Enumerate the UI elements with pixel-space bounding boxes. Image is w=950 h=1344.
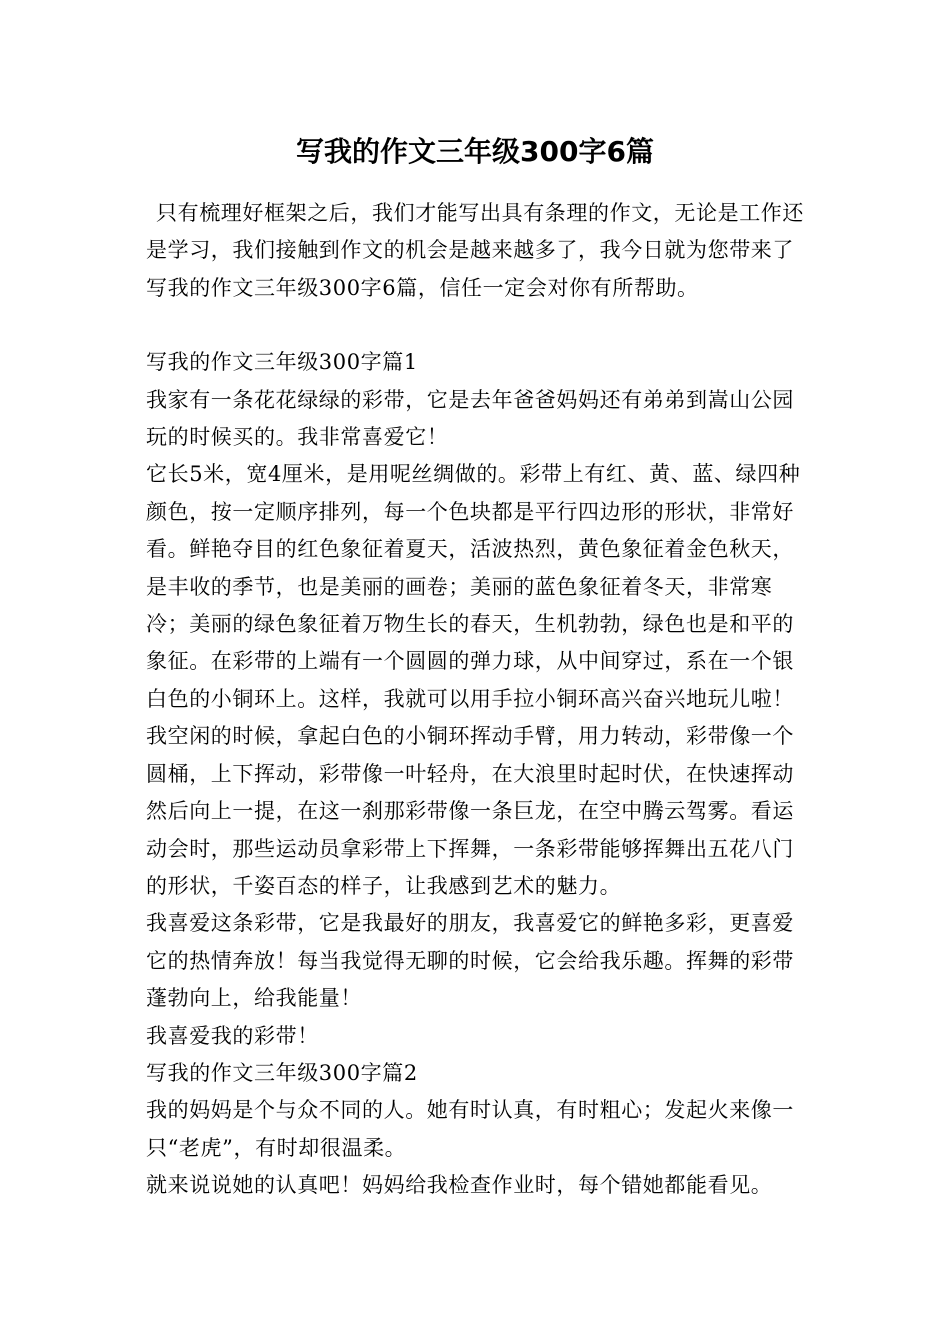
intro-paragraph: 只有梳理好框架之后，我们才能写出具有条理的作文，无论是工作还是学习，我们接触到作文的机会是越来越多了，我今日就为您带来了写我的作文三年级300字6篇，信任一定会对你有所帮助。 <box>146 201 804 300</box>
section-heading-1: 写我的作文三年级300字篇1 <box>146 350 418 375</box>
body-paragraph: 我的妈妈是个与众不同的人。她有时认真，有时粗心；发起火来像一只“老虎”，有时却很温柔。 <box>146 1098 794 1160</box>
document-title: 写我的作文三年级300字6篇 <box>296 135 654 168</box>
body-paragraph: 它长5米，宽4厘米，是用呢丝绸做的。彩带上有红、黄、蓝、绿四种颜色，按一定顺序排列，每一个色块都是平行四边形的形状，非常好看。鲜艳夺目的红色象征着夏天，活波热烈，黄色象征着金色秋天，是丰收的季节，也是美丽的画卷；美丽的蓝色象征着冬天，非常寒冷；美丽的绿色象征着万物生长的春天，生机勃勃，绿色也是和平的象征。在彩带的上端有一个圆圆的弹力球，从中间穿过，系在一个银白色的小铜环上。这样，我就可以用手拉小铜环高兴奋兴地玩儿啦！ <box>146 462 801 711</box>
section-heading-2: 写我的作文三年级300字篇2 <box>146 1060 418 1085</box>
body-paragraph: 我空闲的时候，拿起白色的小铜环挥动手臂，用力转动，彩带像一个圆桶，上下挥动，彩带像一叶轻舟，在大浪里时起时伏，在快速挥动然后向上一提，在这一刹那彩带像一条巨龙，在空中腾云驾雾。看运动会时，那些运动员拿彩带上下挥舞，一条彩带能够挥舞出五花八门的形状，千姿百态的样子，让我感到艺术的魅力。 <box>146 724 794 898</box>
body-paragraph: 我家有一条花花绿绿的彩带，它是去年爸爸妈妈还有弟弟到嵩山公园玩的时候买的。我非常喜爱它！ <box>146 387 794 450</box>
body-paragraph: 我喜爱我的彩带！ <box>146 1023 319 1048</box>
body-paragraph: 就来说说她的认真吧！妈妈给我检查作业时，每个错她都能看见。 <box>146 1173 773 1198</box>
document-body <box>146 195 814 1205</box>
body-paragraph: 我喜爱这条彩带，它是我最好的朋友，我喜爱它的鲜艳多彩，更喜爱它的热情奔放！每当我觉得无聊的时候，它会给我乐趣。挥舞的彩带蓬勃向上，给我能量！ <box>146 911 794 1011</box>
